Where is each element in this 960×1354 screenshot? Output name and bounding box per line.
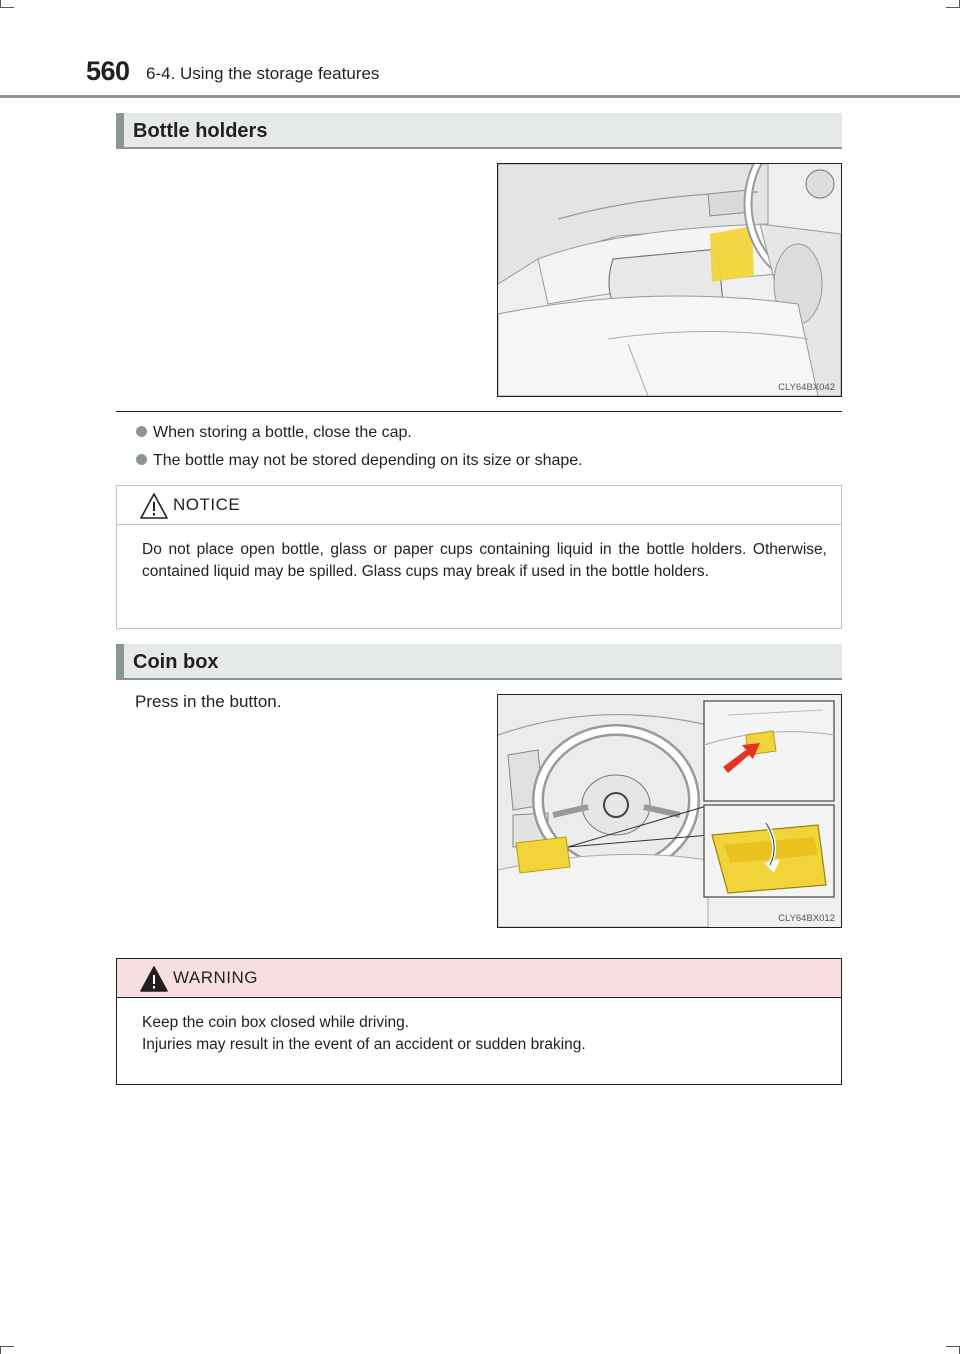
coin-box-drawing bbox=[498, 695, 841, 927]
crop-mark bbox=[946, 1346, 960, 1347]
section-divider bbox=[116, 411, 842, 412]
bullet-dot-icon bbox=[136, 454, 147, 465]
notice-header bbox=[117, 486, 841, 525]
section-accent bbox=[116, 644, 124, 678]
crop-mark bbox=[946, 7, 960, 8]
coin-box-instruction: Press in the button. bbox=[135, 692, 282, 711]
crop-mark bbox=[0, 1346, 1, 1354]
bullet-dot-icon bbox=[136, 426, 147, 437]
section-title: Coin box bbox=[133, 651, 219, 673]
crop-mark bbox=[0, 7, 14, 8]
notice-label: NOTICE bbox=[173, 495, 241, 514]
chapter-title: 6-4. Using the storage features bbox=[146, 64, 380, 83]
warning-header bbox=[117, 959, 841, 998]
bottle-holder-drawing bbox=[498, 164, 841, 396]
warning-line: Keep the coin box closed while driving. bbox=[142, 1014, 410, 1031]
warning-label: WARNING bbox=[173, 968, 259, 987]
section-heading-coin-box bbox=[116, 644, 842, 680]
notice-text: Do not place open bottle, glass or paper cups containing liquid in the bottle holders. Otherwise, contained liquid may be spilled. Glass cups may break if used in the bottle holders. bbox=[142, 541, 827, 580]
bullet-item bbox=[136, 424, 412, 442]
page-number: 560 bbox=[86, 56, 130, 86]
coin-box-illustration bbox=[497, 694, 842, 928]
section-accent bbox=[116, 113, 124, 147]
section-heading-bottle-holders bbox=[116, 113, 842, 149]
image-code: CLY64BX042 bbox=[778, 382, 835, 393]
warning-box bbox=[116, 958, 842, 1085]
header-divider bbox=[0, 95, 960, 98]
warning-line: Injuries may result in the event of an accident or sudden braking. bbox=[142, 1036, 586, 1053]
bullet-item bbox=[136, 452, 583, 470]
caution-triangle-icon bbox=[139, 492, 169, 520]
section-title: Bottle holders bbox=[133, 120, 268, 142]
bullet-text: When storing a bottle, close the cap. bbox=[153, 424, 412, 441]
bullet-text: The bottle may not be stored depending on its size or shape. bbox=[153, 452, 583, 469]
image-code: CLY64BX012 bbox=[778, 913, 835, 924]
warning-text bbox=[117, 998, 841, 1068]
notice-box bbox=[116, 485, 842, 629]
bottle-holder-illustration bbox=[497, 163, 842, 397]
crop-mark bbox=[0, 1346, 14, 1347]
warning-triangle-icon bbox=[139, 965, 169, 993]
